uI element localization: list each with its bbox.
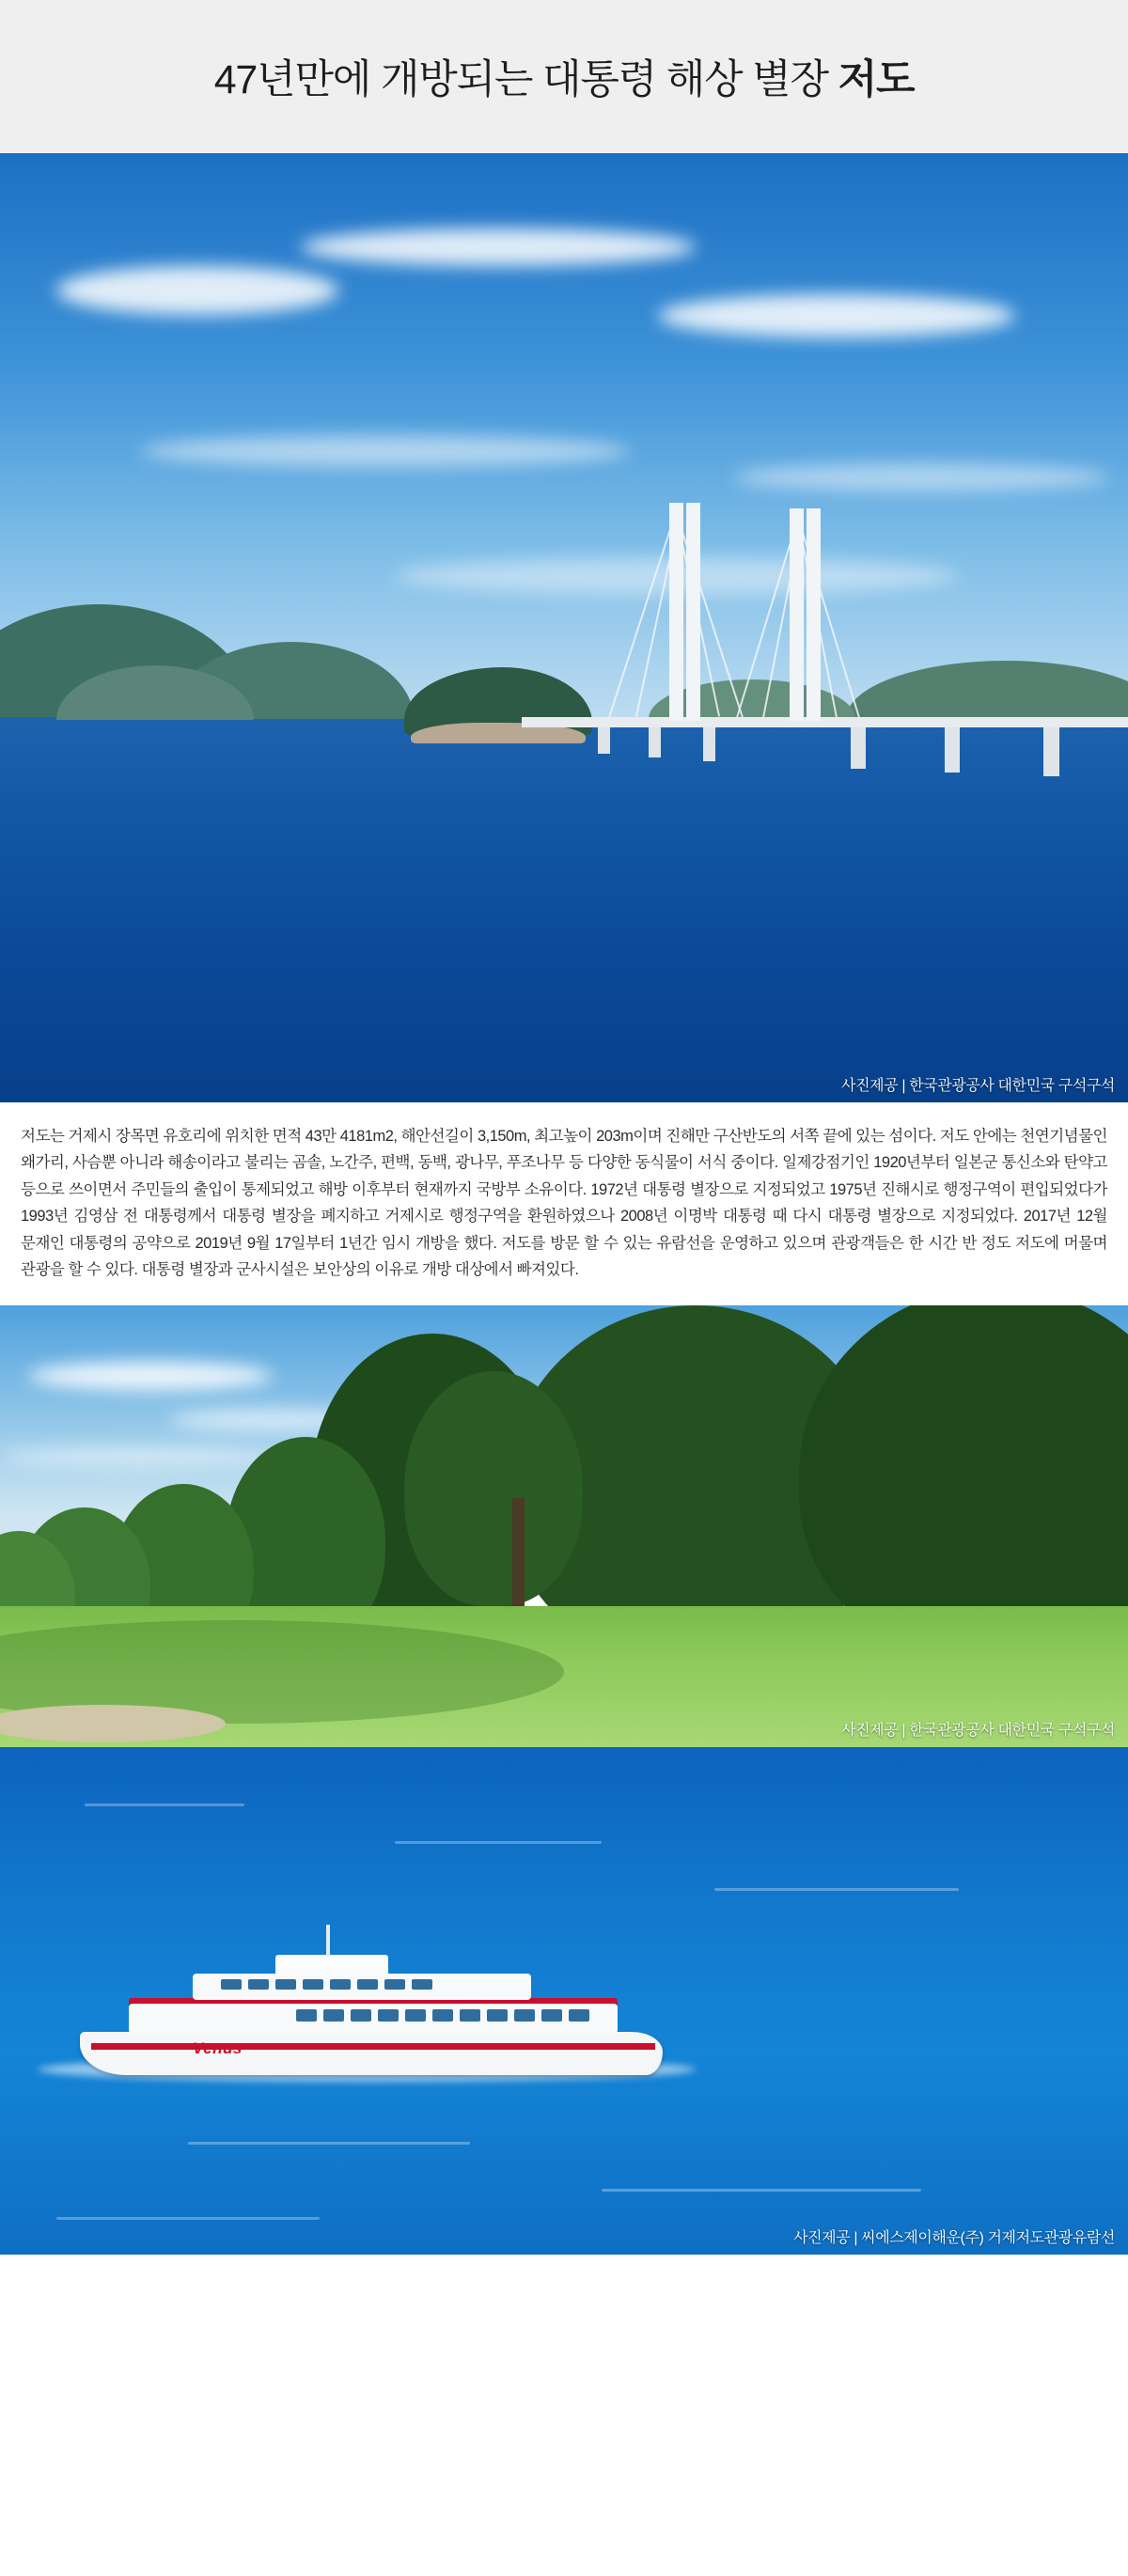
ship-window <box>541 2009 562 2022</box>
bridge-pier <box>945 727 960 773</box>
page-title-lead: 47년만에 개방되는 대통령 해상 별장 <box>213 57 838 102</box>
bridge-pier <box>1043 727 1059 776</box>
page-title-strong: 저도 <box>838 57 915 102</box>
ship-window <box>487 2009 508 2022</box>
forest-treeline <box>0 1343 1128 1625</box>
wave-line <box>56 2217 320 2220</box>
ship-hull <box>80 2032 663 2075</box>
ship-window <box>405 2009 426 2022</box>
cloud-shape <box>141 435 630 467</box>
cruise-ship <box>80 1949 663 2081</box>
photo-jeodo-cruise-ship <box>0 1747 1128 2255</box>
photo-credit: 사진제공 | 한국관광공사 대한민국 구석구석 <box>841 1078 1115 1094</box>
ship-name-label: Venus <box>193 2039 243 2058</box>
page-header <box>0 0 1128 153</box>
photo-credit: 사진제공 | 씨에스제이해운(주) 거제저도관광유람선 <box>793 2230 1115 2247</box>
cloud-shape <box>658 294 1015 337</box>
ship-window-row <box>296 2009 589 2022</box>
ship-mast <box>326 1925 330 1957</box>
ship-window <box>330 1979 351 1990</box>
ship-window <box>357 1979 378 1990</box>
page-title <box>214 48 915 105</box>
ship-window <box>303 1979 323 1990</box>
ship-window <box>569 2009 589 2022</box>
ship-window-row <box>221 1979 432 1990</box>
cloud-shape <box>301 228 696 266</box>
wave-line <box>602 2189 921 2192</box>
ship-window <box>296 2009 317 2022</box>
ship-bridge-house <box>275 1955 388 1975</box>
photo-credit: 사진제공 | 한국관광공사 대한민국 구석구석 <box>841 1723 1115 1740</box>
cloud-shape <box>733 463 1109 492</box>
ship-hull-stripe <box>91 2043 655 2050</box>
bridge-pier <box>598 727 610 754</box>
sea-background <box>0 717 1128 1102</box>
ship-window <box>221 1979 242 1990</box>
bridge-pier <box>703 727 715 761</box>
article-body <box>0 1102 1128 1305</box>
ship-window <box>275 1979 296 1990</box>
bridge-pier <box>851 727 866 769</box>
bridge-pier <box>649 727 661 757</box>
ship-window <box>412 1979 432 1990</box>
bridge-tower <box>807 508 821 721</box>
ship-window <box>351 2009 371 2022</box>
photo-jeodo-island-bridge <box>0 153 1128 1102</box>
ship-window <box>378 2009 399 2022</box>
ship-window <box>248 1979 269 1990</box>
ship-window <box>384 1979 405 1990</box>
ship-window <box>432 2009 453 2022</box>
ship-window <box>323 2009 344 2022</box>
wave-line <box>395 1841 602 1844</box>
photo-jeodo-lawn-pine <box>0 1305 1128 1747</box>
wave-line <box>85 1803 244 1806</box>
article-paragraph: 저도는 거제시 장목면 유호리에 위치한 면적 43만 4181m2, 해안선길이 3,150m, 최고높이 203m이며 진해만 구산반도의 서쪽 끝에 있는 섬이다. 저도 안에는 천연기념물인 왜가리, 사슴뿐 아니라 해송이라고 불리는 곰솔, 노간주, 편백, 동백, 광나무, 푸조나무 등 다양한 동식물이 서식 중이다. 일제강점기인 1920년부터 일본군 통신소와 탄약고 등으로 쓰이면서 주민들의 출입이 통제되었고 해방 이후부터 현재까지 국방부 소유이다. 1972년 대통령 별장으로 지정되었고 1975년 진해시로 행정구역이 편입되었다가 1993년 김영삼 전 대통령께서 대통령 별장을 폐지하고 거제시로 행정구역을 환원하였으나 2008년 이명박 대통령 때 다시 대통령 별장으로 지정되었다. 2017년 12월 문재인 대통령의 공약으로 2019년 9월 17일부터 1년간 임시 개방을 했다. 저도를 방문 할 수 있는 유람선을 운영하고 있으며 관광객들은 한 시간 반 정도 저도에 머물며 관광을 할 수 있다. 대통령 별장과 군사시설은 보안상의 이유로 개방 대상에서 빠져있다. <box>21 1128 1107 1278</box>
pine-canopy <box>404 1371 583 1606</box>
wave-line <box>188 2142 470 2145</box>
wave-line <box>714 1888 959 1891</box>
ship-window <box>514 2009 535 2022</box>
bridge-tower <box>686 503 700 721</box>
bridge-deck <box>522 717 1128 727</box>
ship-window <box>460 2009 480 2022</box>
cloud-shape <box>56 266 338 315</box>
